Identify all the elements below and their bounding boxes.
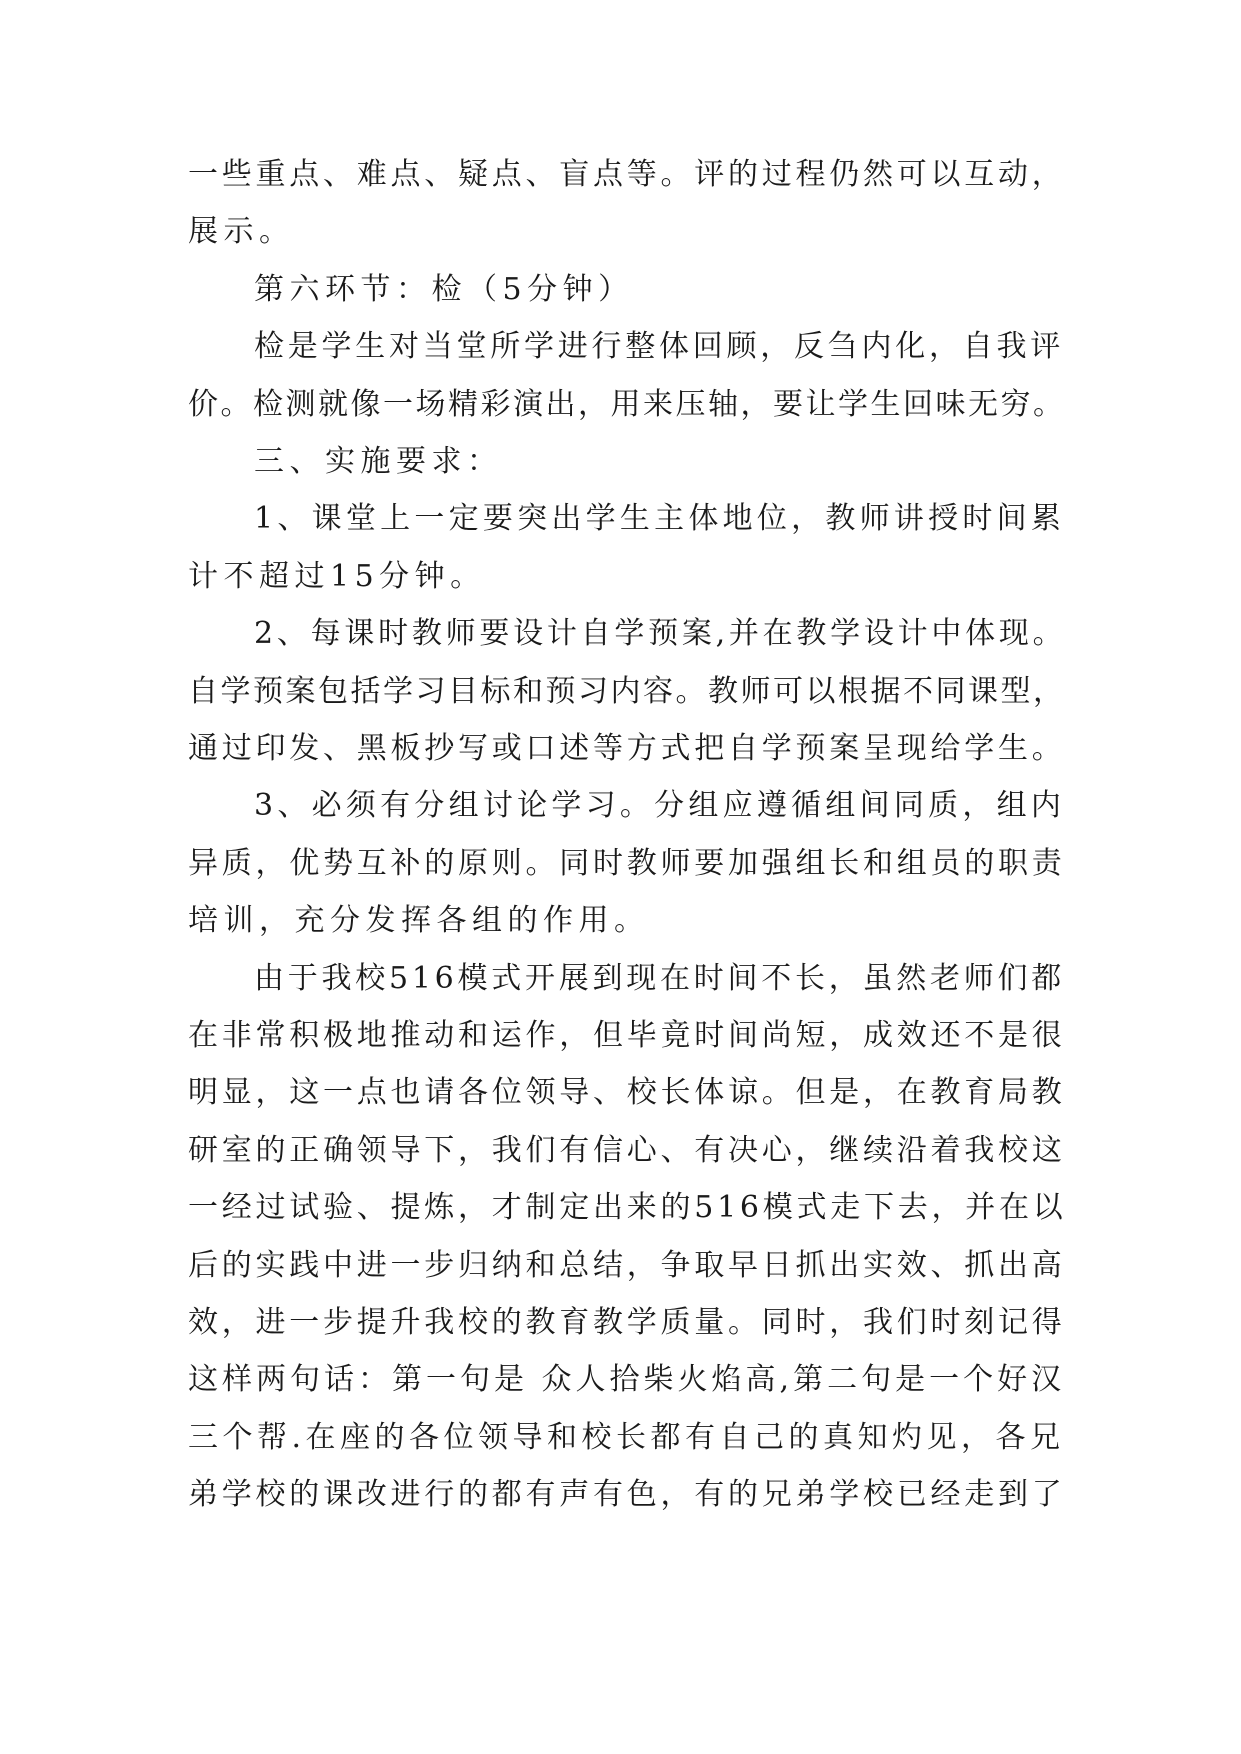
section-heading-3: 三、实施要求：	[254, 444, 503, 479]
text-line-21: 效，进一步提升我校的教育教学质量。同时，我们时刻记得	[188, 1305, 1066, 1340]
text-line-2: 展示。	[188, 214, 295, 250]
text-line-13: 异质，优势互补的原则。同时教师要加强组长和组员的职责	[188, 845, 1066, 881]
text-line-22: 这样两句话：第一句是 众人拾柴火焰高,第二句是一个好汉	[188, 1362, 1066, 1398]
section-heading-6: 第六环节：检（5分钟）	[254, 271, 634, 307]
text-line-19: 一经过试验、提炼，才制定出来的516模式走下去，并在以	[188, 1190, 1067, 1226]
text-line-23: 三个帮.在座的各位领导和校长都有自己的真知灼见，各兄	[188, 1419, 1065, 1455]
text-line-9: 2、每课时教师要设计自学预案,并在教学设计中体现。	[254, 616, 1067, 652]
text-line-20: 后的实践中进一步归纳和总结，争取早日抓出实效、抓出高	[188, 1247, 1066, 1283]
text-line-7: 1、课堂上一定要突出学生主体地位，教师讲授时间累	[254, 501, 1066, 537]
text-line-12: 3、必须有分组讨论学习。分组应遵循组间同质，组内	[254, 788, 1066, 824]
text-line-8: 计不超过15分钟。	[188, 558, 486, 594]
text-line-17: 明显，这一点也请各位领导、校长体谅。但是，在教育局教	[188, 1075, 1066, 1111]
text-line-24: 弟学校的课改进行的都有声有色，有的兄弟学校已经走到了	[188, 1477, 1066, 1513]
text-line-4: 检是学生对当堂所学进行整体回顾，反刍内化，自我评	[254, 329, 1064, 365]
text-line-16: 在非常积极地推动和运作，但毕竟时间尚短，成效还不是很	[188, 1018, 1066, 1053]
text-line-5: 价。检测就像一场精彩演出，用来压轴，要让学生回味无穷。	[188, 386, 1066, 422]
text-line-11: 通过印发、黑板抄写或口述等方式把自学预案呈现给学生。	[188, 731, 1066, 766]
text-line-18: 研室的正确领导下，我们有信心、有决心，继续沿着我校这	[188, 1132, 1066, 1168]
text-line-1: 一些重点、难点、疑点、盲点等。评的过程仍然可以互动，	[188, 157, 1066, 192]
text-line-15: 由于我校516模式开展到现在时间不长，虽然老师们都	[254, 960, 1066, 996]
text-line-14: 培训，充分发挥各组的作用。	[188, 903, 650, 939]
text-line-10: 自学预案包括学习目标和预习内容。教师可以根据不同课型，	[188, 673, 1066, 709]
